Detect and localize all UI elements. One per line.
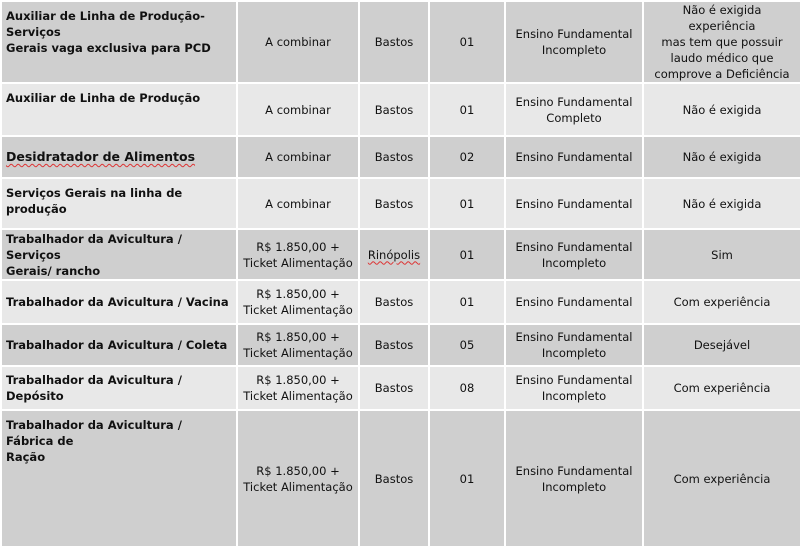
- salary: R$ 1.850,00 + Ticket Alimentação: [237, 229, 359, 280]
- table-row: [1, 366, 800, 410]
- city: Bastos: [359, 324, 429, 366]
- salary: A combinar: [237, 178, 359, 229]
- experience: Não é exigida: [643, 136, 800, 178]
- experience: Com experiência: [643, 410, 800, 547]
- education: Ensino Fundamental Incompleto: [505, 366, 643, 410]
- job-title: Trabalhador da Avicultura / Fábrica de Ração: [1, 410, 237, 547]
- city: Bastos: [359, 366, 429, 410]
- salary: A combinar: [237, 136, 359, 178]
- experience: Não é exigida: [643, 83, 800, 136]
- vacancies: 01: [429, 178, 505, 229]
- city: Bastos: [359, 1, 429, 83]
- city-text: Rinópolis: [367, 247, 421, 262]
- education: Ensino Fundamental: [505, 178, 643, 229]
- education: Ensino Fundamental Incompleto: [505, 229, 643, 280]
- experience: Desejável: [643, 324, 800, 366]
- vacancies: 02: [429, 136, 505, 178]
- vacancies: 01: [429, 229, 505, 280]
- vacancies: 01: [429, 410, 505, 547]
- city: Bastos: [359, 410, 429, 547]
- job-title-text: Desidratador de Alimentos: [6, 149, 196, 164]
- education: Ensino Fundamental Incompleto: [505, 324, 643, 366]
- education: Ensino Fundamental: [505, 280, 643, 324]
- job-title: [1, 136, 237, 178]
- job-title: Trabalhador da Avicultura / Serviços Gerais/ rancho: [1, 229, 237, 280]
- salary: R$ 1.850,00 + Ticket Alimentação: [237, 280, 359, 324]
- experience: Não é exigida experiência mas tem que possuir laudo médico que comprove a Deficiência: [643, 1, 800, 83]
- education: Ensino Fundamental Incompleto: [505, 1, 643, 83]
- vacancies: 08: [429, 366, 505, 410]
- city: Bastos: [359, 136, 429, 178]
- city: Bastos: [359, 178, 429, 229]
- job-title: Trabalhador da Avicultura / Vacina: [1, 280, 237, 324]
- vacancies: 05: [429, 324, 505, 366]
- job-title: Serviços Gerais na linha de produção: [1, 178, 237, 229]
- vacancies: 01: [429, 83, 505, 136]
- table-row: [1, 410, 800, 547]
- job-title: Auxiliar de Linha de Produção: [1, 83, 237, 136]
- job-title: Trabalhador da Avicultura / Coleta: [1, 324, 237, 366]
- table-row: [1, 1, 800, 83]
- vacancies: 01: [429, 1, 505, 83]
- salary: R$ 1.850,00 + Ticket Alimentação: [237, 324, 359, 366]
- table-row: [1, 280, 800, 324]
- salary: R$ 1.850,00 + Ticket Alimentação: [237, 366, 359, 410]
- table-row: [1, 136, 800, 178]
- table-row: [1, 178, 800, 229]
- table-row: [1, 229, 800, 280]
- city: [359, 229, 429, 280]
- salary: A combinar: [237, 83, 359, 136]
- experience: Sim: [643, 229, 800, 280]
- table-row: [1, 324, 800, 366]
- experience: Com experiência: [643, 280, 800, 324]
- vacancies: 01: [429, 280, 505, 324]
- job-title: Trabalhador da Avicultura / Depósito: [1, 366, 237, 410]
- salary: A combinar: [237, 1, 359, 83]
- experience: Com experiência: [643, 366, 800, 410]
- city: Bastos: [359, 83, 429, 136]
- table-row: [1, 83, 800, 136]
- city: Bastos: [359, 280, 429, 324]
- education: Ensino Fundamental Completo: [505, 83, 643, 136]
- education: Ensino Fundamental: [505, 136, 643, 178]
- experience: Não é exigida: [643, 178, 800, 229]
- salary: R$ 1.850,00 + Ticket Alimentação: [237, 410, 359, 547]
- education: Ensino Fundamental Incompleto: [505, 410, 643, 547]
- job-title: Auxiliar de Linha de Produção- Serviços Gerais vaga exclusiva para PCD: [1, 1, 237, 83]
